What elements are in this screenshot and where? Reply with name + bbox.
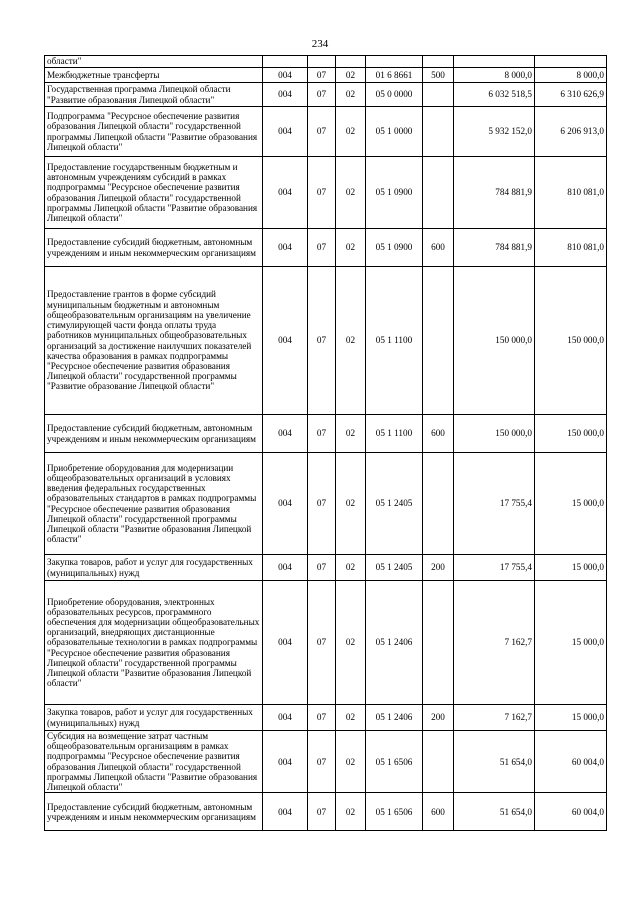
row-description: Приобретение оборудования для модернизации общеобразовательных организаций в условиях введения федеральных государственных образовательных стандартов в рамках подпрограммы "Ресурсное обеспечение развития образования Липецкой области" государственной программы Липецкой области "Развитие образования Липецкой области": [45, 453, 263, 555]
amount-year1-cell: 150 000,0: [454, 267, 535, 415]
section-cell: 07: [308, 415, 336, 453]
subsection-cell: 02: [336, 793, 366, 831]
subsection-cell: 02: [336, 157, 366, 229]
expense-type-cell: [423, 267, 454, 415]
admin-code-cell: 004: [263, 555, 308, 581]
table-row: [45, 453, 607, 555]
row-description: Закупка товаров, работ и услуг для государственных (муниципальных) нужд: [45, 705, 263, 731]
target-article-cell: 01 6 8661: [366, 68, 423, 83]
subsection-cell: 02: [336, 229, 366, 267]
table-row: [45, 705, 607, 731]
row-description: Предоставление государственным бюджетным и автономным учреждениям субсидий в рамках подпрограммы "Ресурсное обеспечение развития образования Липецкой области" государственной программы Липецкой области "Развитие образования Липецкой области": [45, 157, 263, 229]
admin-code-cell: 004: [263, 83, 308, 107]
target-article-cell: 05 1 2406: [366, 581, 423, 705]
section-cell: [308, 56, 336, 68]
target-article-cell: 05 1 6506: [366, 793, 423, 831]
amount-year2-cell: 810 081,0: [535, 229, 607, 267]
target-article-cell: 05 0 0000: [366, 83, 423, 107]
target-article-cell: 05 1 2405: [366, 555, 423, 581]
target-article-cell: 05 1 0900: [366, 229, 423, 267]
amount-year2-cell: 60 004,0: [535, 793, 607, 831]
expense-type-cell: 200: [423, 705, 454, 731]
expense-type-cell: [423, 453, 454, 555]
section-cell: 07: [308, 555, 336, 581]
table-row: [45, 415, 607, 453]
section-cell: 07: [308, 229, 336, 267]
admin-code-cell: 004: [263, 107, 308, 157]
table-row: [45, 267, 607, 415]
amount-year2-cell: 6 206 913,0: [535, 107, 607, 157]
subsection-cell: 02: [336, 107, 366, 157]
subsection-cell: 02: [336, 555, 366, 581]
amount-year1-cell: 150 000,0: [454, 415, 535, 453]
target-article-cell: 05 1 1100: [366, 267, 423, 415]
target-article-cell: 05 1 2406: [366, 705, 423, 731]
table-row: [45, 157, 607, 229]
table-row: [45, 229, 607, 267]
table-row: [45, 56, 607, 68]
target-article-cell: 05 1 0000: [366, 107, 423, 157]
table-row: [45, 731, 607, 793]
section-cell: 07: [308, 581, 336, 705]
admin-code-cell: 004: [263, 581, 308, 705]
table-row: [45, 793, 607, 831]
admin-code-cell: 004: [263, 705, 308, 731]
table-row: [45, 107, 607, 157]
amount-year1-cell: 784 881,9: [454, 157, 535, 229]
section-cell: 07: [308, 83, 336, 107]
expense-type-cell: 600: [423, 415, 454, 453]
table-row: [45, 555, 607, 581]
row-description: Предоставление грантов в форме субсидий муниципальным бюджетным и автономным общеобразовательным организациям на увеличение стимулирующей части фонда оплаты труда работников муниципальных общеобразовательных организаций за достижение наилучших показателей качества образования в рамках подпрограммы "Ресурсное обеспечение развития образования Липецкой области" государственной программы "Развитие образование Липецкой области": [45, 267, 263, 415]
amount-year2-cell: 150 000,0: [535, 267, 607, 415]
subsection-cell: 02: [336, 581, 366, 705]
section-cell: 07: [308, 107, 336, 157]
amount-year1-cell: 6 032 518,5: [454, 83, 535, 107]
expense-type-cell: 500: [423, 68, 454, 83]
subsection-cell: 02: [336, 68, 366, 83]
amount-year1-cell: [454, 56, 535, 68]
section-cell: 07: [308, 793, 336, 831]
amount-year1-cell: 7 162,7: [454, 705, 535, 731]
amount-year1-cell: 17 755,4: [454, 555, 535, 581]
section-cell: 07: [308, 157, 336, 229]
target-article-cell: 05 1 0900: [366, 157, 423, 229]
expense-type-cell: 200: [423, 555, 454, 581]
target-article-cell: 05 1 1100: [366, 415, 423, 453]
row-description: Государственная программа Липецкой области "Развитие образования Липецкой области": [45, 83, 263, 107]
row-description: Приобретение оборудования, электронных образовательных ресурсов, программного обеспечения для модернизации общеобразовательных организаций, внедряющих дистанционные образовательные технологии в рамках подпрограммы "Ресурсное обеспечение развития образования Липецкой области" государственной программы Липецкой области "Развитие образования Липецкой области": [45, 581, 263, 705]
expense-type-cell: [423, 731, 454, 793]
amount-year2-cell: 8 000,0: [535, 68, 607, 83]
expense-type-cell: [423, 83, 454, 107]
expense-type-cell: [423, 56, 454, 68]
subsection-cell: 02: [336, 415, 366, 453]
row-description: Предоставление субсидий бюджетным, автономным учреждениям и иным некоммерческим организациям: [45, 415, 263, 453]
admin-code-cell: 004: [263, 157, 308, 229]
expense-type-cell: [423, 581, 454, 705]
amount-year2-cell: 15 000,0: [535, 453, 607, 555]
row-description: области": [45, 56, 263, 68]
subsection-cell: 02: [336, 731, 366, 793]
table-row: [45, 68, 607, 83]
subsection-cell: 02: [336, 83, 366, 107]
expense-type-cell: 600: [423, 793, 454, 831]
target-article-cell: 05 1 6506: [366, 731, 423, 793]
amount-year2-cell: 150 000,0: [535, 415, 607, 453]
target-article-cell: 05 1 2405: [366, 453, 423, 555]
row-description: Межбюджетные трансферты: [45, 68, 263, 83]
budget-table: [44, 55, 607, 831]
amount-year1-cell: 7 162,7: [454, 581, 535, 705]
amount-year2-cell: 15 000,0: [535, 705, 607, 731]
budget-table-body: [45, 56, 607, 831]
page-number: 234: [311, 38, 329, 50]
expense-type-cell: [423, 107, 454, 157]
amount-year2-cell: 60 004,0: [535, 731, 607, 793]
section-cell: 07: [308, 453, 336, 555]
amount-year1-cell: 784 881,9: [454, 229, 535, 267]
amount-year2-cell: 810 081,0: [535, 157, 607, 229]
admin-code-cell: 004: [263, 229, 308, 267]
subsection-cell: [336, 56, 366, 68]
row-description: Предоставление субсидий бюджетным, автономным учреждениям и иным некоммерческим организациям: [45, 229, 263, 267]
expense-type-cell: 600: [423, 229, 454, 267]
amount-year2-cell: 15 000,0: [535, 581, 607, 705]
amount-year1-cell: 51 654,0: [454, 793, 535, 831]
amount-year2-cell: 6 310 626,9: [535, 83, 607, 107]
section-cell: 07: [308, 731, 336, 793]
row-description: Закупка товаров, работ и услуг для государственных (муниципальных) нужд: [45, 555, 263, 581]
amount-year2-cell: [535, 56, 607, 68]
table-row: [45, 83, 607, 107]
table-row: [45, 581, 607, 705]
target-article-cell: [366, 56, 423, 68]
subsection-cell: 02: [336, 453, 366, 555]
admin-code-cell: 004: [263, 731, 308, 793]
admin-code-cell: 004: [263, 68, 308, 83]
subsection-cell: 02: [336, 705, 366, 731]
section-cell: 07: [308, 68, 336, 83]
section-cell: 07: [308, 267, 336, 415]
amount-year1-cell: 5 932 152,0: [454, 107, 535, 157]
admin-code-cell: 004: [263, 415, 308, 453]
section-cell: 07: [308, 705, 336, 731]
amount-year1-cell: 17 755,4: [454, 453, 535, 555]
amount-year2-cell: 15 000,0: [535, 555, 607, 581]
row-description: Субсидия на возмещение затрат частным общеобразовательным организациям в рамках подпрограммы "Ресурсное обеспечение развития образования Липецкой области" государственной программы Липецкой области "Развитие образования Липецкой области": [45, 731, 263, 793]
admin-code-cell: 004: [263, 267, 308, 415]
amount-year1-cell: 8 000,0: [454, 68, 535, 83]
row-description: Подпрограмма "Ресурсное обеспечение развития образования Липецкой области" государственной программы Липецкой области "Развитие образования Липецкой области": [45, 107, 263, 157]
expense-type-cell: [423, 157, 454, 229]
amount-year1-cell: 51 654,0: [454, 731, 535, 793]
admin-code-cell: 004: [263, 453, 308, 555]
subsection-cell: 02: [336, 267, 366, 415]
admin-code-cell: [263, 56, 308, 68]
row-description: Предоставление субсидий бюджетным, автономным учреждениям и иным некоммерческим организациям: [45, 793, 263, 831]
admin-code-cell: 004: [263, 793, 308, 831]
